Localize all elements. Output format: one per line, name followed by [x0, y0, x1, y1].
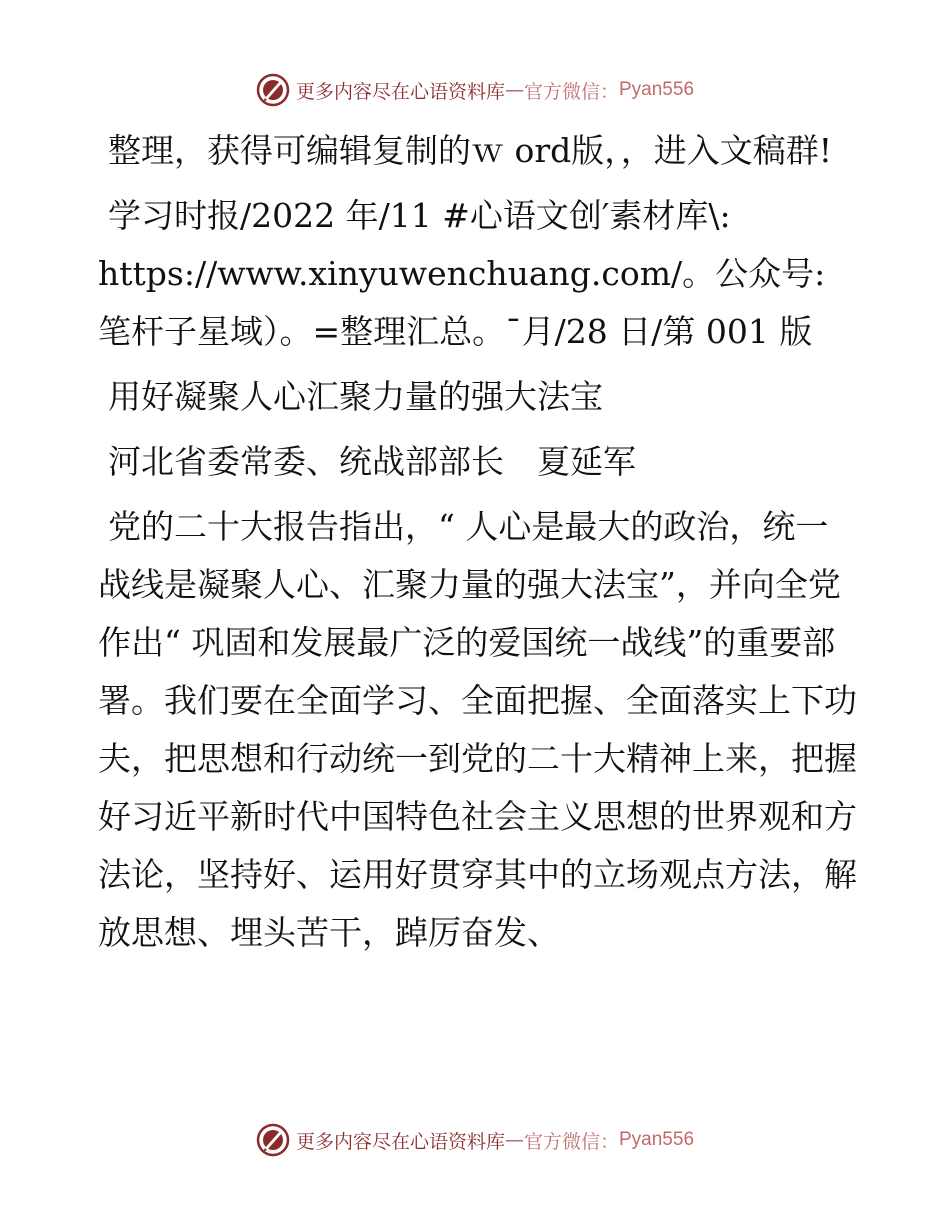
quill-seal-icon: [256, 73, 290, 107]
quill-seal-icon: [256, 1123, 290, 1157]
banner-text: 更多内容尽在心语资料库: [295, 80, 505, 103]
banner-text: 更多内容尽在心语资料库: [295, 1130, 505, 1153]
wechat-label: 官方微信：: [523, 80, 619, 103]
document-body: [98, 122, 858, 969]
wechat-id: Pyan556: [619, 1129, 695, 1150]
source-line: 学习时报/2022 年/11 #心语文创′素材库\: https://www.xinyuwenchuang.com/。公众号: 笔杆子星域）。=整理汇总。¯月/28 日/第 001 版: [98, 196, 826, 351]
intro-paragraph: 整理，获得可编辑复制的ｗ ord版，，进入文稿群!: [108, 131, 833, 170]
article-title: 用好凝聚人心汇聚力量的强大法宝: [108, 377, 603, 416]
wechat-label: 官方微信：: [523, 1130, 619, 1153]
banner-separator: —: [504, 1129, 524, 1151]
footer-banner: [0, 1120, 950, 1160]
wechat-id: Pyan556: [619, 79, 695, 100]
header-banner: [0, 70, 950, 110]
body-paragraph: 党的二十大报告指出，“ 人心是最大的政治，统一战线是凝聚人心、汇聚力量的强大法宝”，并向全党作出“ 巩固和发展最广泛的爱国统一战线”的重要部署。我们要在全面学习、全面把握、全面落实上下功夫，把思想和行动统一到党的二十大精神上来，把握好习近平新时代中国特色社会主义思想的世界观和方法论，坚持好、运用好贯穿其中的立场观点方法，解放思想、埋头苦干，踔厉奋发、: [98, 507, 857, 952]
author-line: 河北省委常委、统战部部长 夏延军: [108, 442, 636, 481]
banner-separator: —: [504, 79, 524, 101]
